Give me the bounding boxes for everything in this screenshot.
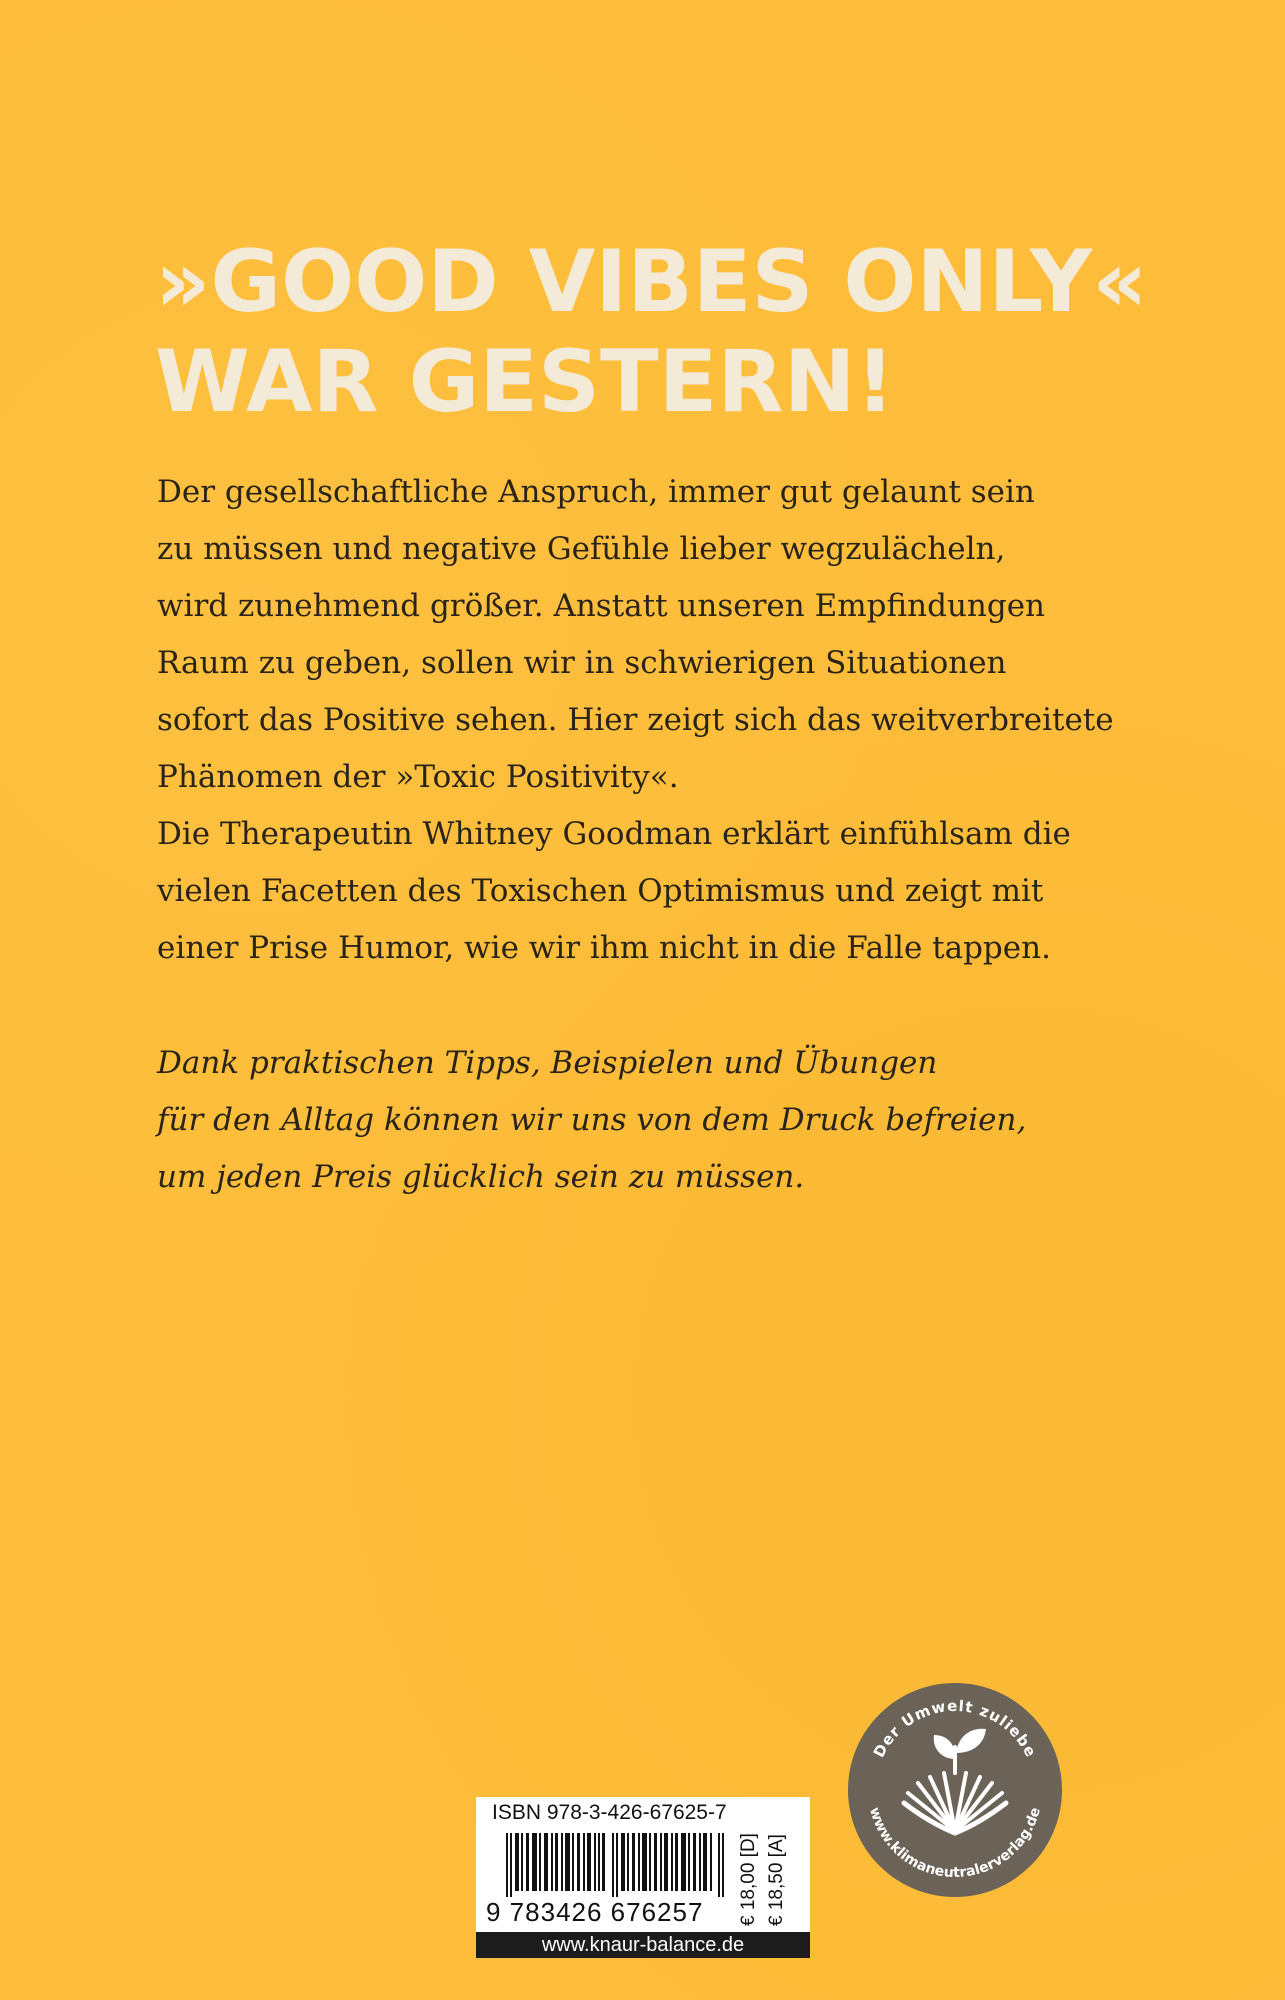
headline — [155, 232, 1235, 432]
publisher-website: www.knaur-balance.de — [476, 1932, 810, 1958]
seal-bottom-text: www.klimaneutralerverlag.de — [866, 1805, 1044, 1882]
seal-top-text: Der Umwelt zuliebe — [869, 1696, 1041, 1761]
closing-line: Dank praktischen Tipps, Beispielen und Übungen — [157, 1045, 938, 1081]
closing-line: um jeden Preis glücklich sein zu müssen. — [157, 1159, 805, 1195]
price-block — [738, 1831, 796, 1929]
blurb-line: sofort das Positive sehen. Hier zeigt sich das weitverbreitete — [157, 702, 1114, 738]
blurb-line: Die Therapeutin Whitney Goodman erklärt einfühlsam die — [157, 816, 1071, 852]
headline-line-1: »GOOD VIBES ONLY« — [155, 232, 1148, 332]
blurb-line: einer Prise Humor, wie wir ihm nicht in die Falle tappen. — [157, 930, 1051, 966]
blurb-line: Raum zu geben, sollen wir in schwierigen Situationen — [157, 645, 1007, 681]
blurb-line: Phänomen der »Toxic Positivity«. — [157, 759, 679, 795]
closing-paragraph — [157, 1035, 1157, 1206]
price-germany: € 18,00 [D] — [738, 1833, 759, 1927]
barcode-bars — [506, 1833, 726, 1897]
closing-line: für den Alltag können wir uns von dem Druck befreien, — [157, 1102, 1027, 1138]
blurb-paragraph — [157, 464, 1157, 977]
climate-neutral-seal — [846, 1681, 1064, 1899]
headline-line-2: WAR GESTERN! — [155, 332, 895, 432]
blurb-line: vielen Facetten des Toxischen Optimismus und zeigt mit — [157, 873, 1044, 909]
blurb-line: Der gesellschaftliche Anspruch, immer gut gelaunt sein — [157, 474, 1035, 510]
blurb-line: wird zunehmend größer. Anstatt unseren Empfindungen — [157, 588, 1046, 624]
blurb-line: zu müssen und negative Gefühle lieber wegzulächeln, — [157, 531, 1006, 567]
isbn-text: ISBN 978-3-426-67625-7 — [492, 1801, 727, 1824]
price-austria: € 18,50 [A] — [766, 1834, 787, 1926]
barcode-digits: 9 783426 676257 — [486, 1897, 704, 1927]
